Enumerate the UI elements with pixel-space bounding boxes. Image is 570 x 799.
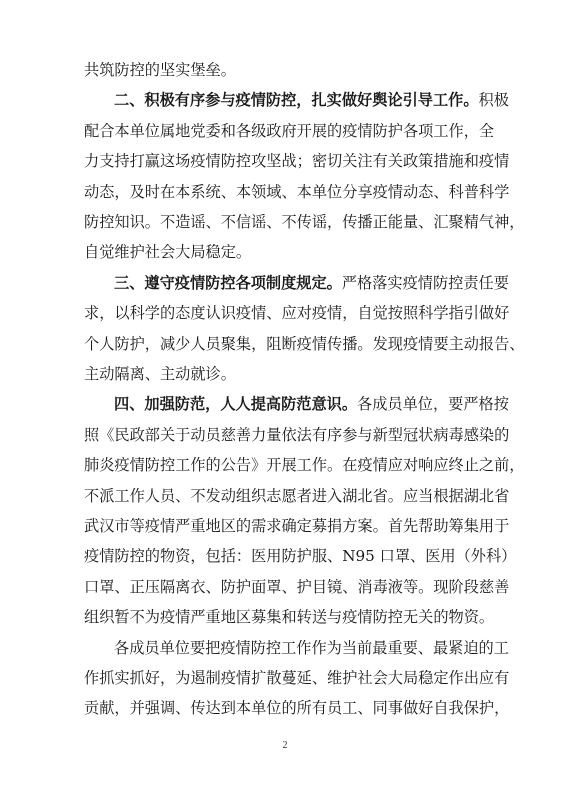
- text-line: [84, 573, 510, 601]
- text-line: [114, 86, 509, 114]
- page-number: 2: [282, 740, 288, 751]
- text-line: [84, 603, 495, 631]
- text-line: [84, 208, 525, 236]
- paragraph-text: 自觉维护社会大局稳定。: [84, 243, 252, 262]
- paragraph-text: 严格落实疫情防控责任要: [341, 273, 509, 292]
- paragraph-text: 武汉市等疫情严重地区的需求确定募捐方案。首先帮助筹集用于: [84, 517, 510, 535]
- text-line: [84, 299, 510, 327]
- text-line: [114, 634, 509, 662]
- text-line: [84, 330, 525, 358]
- text-line: [84, 178, 510, 206]
- paragraph-text: 各成员单位要把疫情防控工作作为当前最重要、最紧迫的工: [114, 638, 509, 657]
- text-line: [84, 542, 517, 570]
- text-line: [84, 421, 510, 449]
- paragraph-text: 照《民政部关于动员慈善力量依法有序参与新型冠状病毒感染的: [84, 425, 510, 444]
- paragraph-text: 共筑防控的坚实堡垒。: [84, 61, 236, 79]
- paragraph-text: 疫情防控的物资，包括：医用防护服、N95 口罩、医用（外科）: [84, 547, 517, 566]
- text-line: [84, 664, 510, 692]
- paragraph-text: 组织暂不为疫情严重地区募集和转送与疫情防控无关的物资。: [84, 608, 495, 627]
- paragraph-text: 口罩、正压隔离衣、防护面罩、护目镜、消毒液等。现阶段慈善: [84, 577, 510, 596]
- section-heading: 三、遵守疫情防控各项制度规定。: [114, 273, 342, 292]
- paragraph-text: 肺炎疫情防控工作的公告》开展工作。在疫情应对响应终止之前，: [84, 456, 525, 475]
- text-line: [84, 694, 510, 722]
- section-heading: 二、积极有序参与疫情防控，扎实做好舆论引导工作。: [114, 91, 479, 110]
- paragraph-text: 各成员单位，要严格按: [357, 395, 509, 414]
- paragraph-text: 作抓实抓好，为遏制疫情扩散蔓延、维护社会大局稳定作出应有: [84, 669, 510, 687]
- text-line: [84, 482, 510, 510]
- paragraph-text: 配合本单位属地党委和各级政府开展的疫情防护各项工作，全: [84, 121, 495, 140]
- paragraph-text: 主动隔离、主动就诊。: [84, 365, 236, 383]
- paragraph-text: 个人防护，减少人员聚集，阻断疫情传播。发现疫情要主动报告、: [84, 334, 525, 353]
- text-line: [84, 451, 525, 479]
- section-heading: 四、加强防范，人人提高防范意识。: [114, 395, 357, 414]
- text-line: [84, 117, 495, 145]
- text-line: [84, 512, 510, 540]
- paragraph-text: 动态，及时在本系统、本领域、本单位分享疫情动态、科普科学: [84, 182, 510, 201]
- text-line: [84, 147, 510, 175]
- paragraph-text: 贡献，并强调、传达到本单位的所有员工、同事做好自我保护，: [84, 699, 510, 718]
- paragraph-text: 不派工作人员、不发动组织志愿者进入湖北省。应当根据湖北省: [84, 486, 510, 505]
- paragraph-text: 防控知识。不造谣、不信谣、不传谣，传播正能量、汇聚精气神，: [84, 213, 525, 231]
- paragraph-text: 积极: [478, 91, 509, 110]
- text-line: [84, 238, 488, 266]
- text-line: [84, 56, 488, 84]
- text-line: [114, 390, 509, 418]
- paragraph-text: 求，以科学的态度认识疫情、应对疫情，自觉按照科学指引做好: [84, 304, 510, 323]
- text-line: [84, 360, 488, 388]
- paragraph-text: 力支持打赢这场疫情防控攻坚战；密切关注有关政策措施和疫情: [84, 152, 510, 171]
- text-line: [114, 269, 509, 297]
